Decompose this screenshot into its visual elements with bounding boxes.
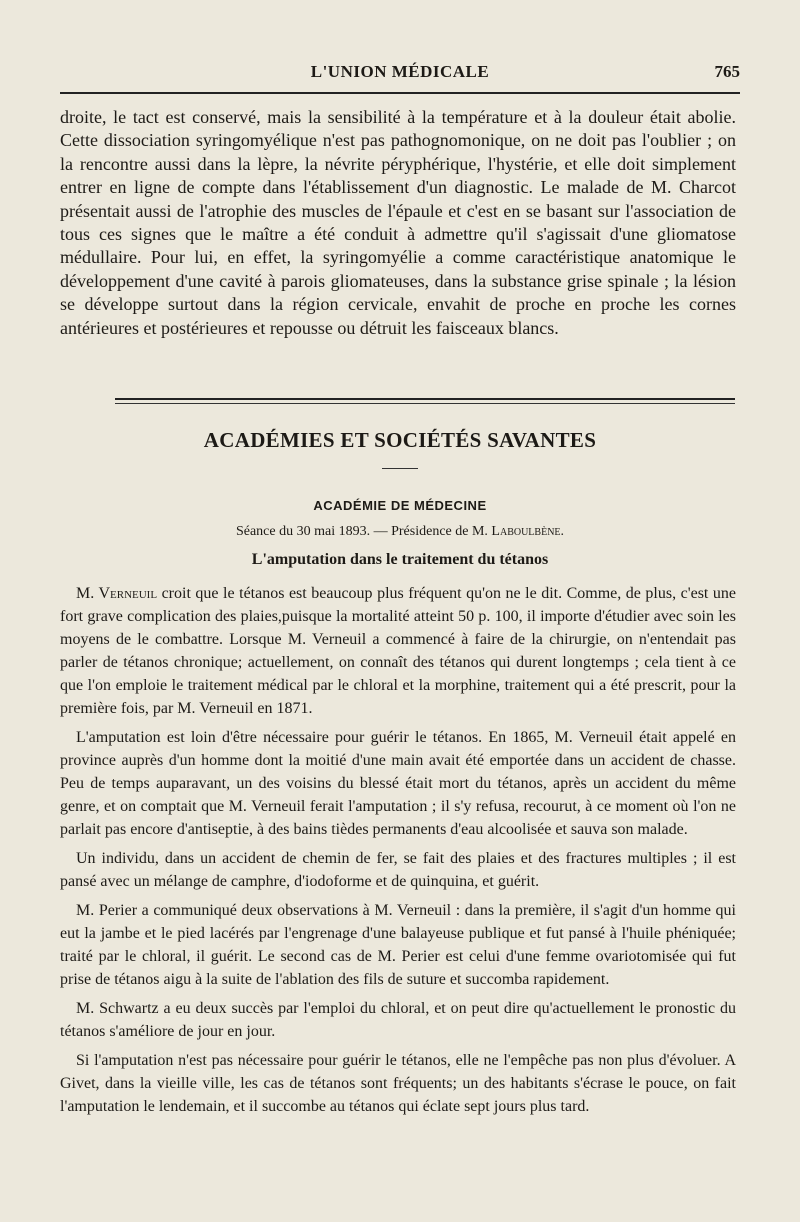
title-ornament-rule: [382, 468, 418, 469]
academy-heading: ACADÉMIE DE MÉDECINE: [313, 498, 487, 513]
intro-column: [60, 106, 736, 340]
session-line: [60, 524, 740, 540]
session-date: Séance du 30 mai 1893. — Présidence de M.: [235, 524, 492, 539]
article-title: L'amputation dans le traitement du tétanos: [251, 551, 549, 568]
running-title: L'UNION MÉDICALE: [310, 62, 490, 81]
page-number: 765: [714, 62, 740, 81]
section-divider-bottom: [115, 403, 735, 404]
session-president: Laboulbène.: [491, 524, 565, 539]
article-paragraph-3: Un individu, dans un accident de chemin de fer, se fait des plaies et des fractures multiples ; il est pansé avec un mélange de camphre, d'iodoforme et de quinquina, et guérit.: [60, 850, 736, 890]
header-rule: [60, 92, 740, 94]
page-header: [60, 62, 740, 86]
article-body: [60, 582, 736, 1118]
article-paragraph-5: M. Schwartz a eu deux succès par l'emploi du chloral, et on peut dire qu'actuellement le pronostic du tétanos s'améliore de jour en jour.: [60, 1000, 736, 1040]
article-paragraph-1: [60, 582, 736, 720]
section-title: ACADÉMIES ET SOCIÉTÉS SAVANTES: [203, 428, 597, 452]
article-paragraph-6: Si l'amputation n'est pas nécessaire pour guérir le tétanos, elle ne l'empêche pas non plus d'évoluer. A Givet, dans la vieille ville, les cas de tétanos sont fréquents; un des habitants s'écrase le pouce, on fait l'amputation le lendemain, et il succombe au tétanos qui éclate sept jours plus tard.: [60, 1052, 736, 1115]
intro-paragraph: droite, le tact est conservé, mais la sensibilité à la température et à la douleur était abolie. Cette dissociation syringomyélique n'est pas pathognomonique, on ne doit pas l'oublier ; on la rencontre aussi dans la lèpre, la névrite péryphérique, l'hystérie, et elle doit simplement entrer en ligne de compte dans l'établissement d'un diagnostic. Le malade de M. Charcot présentait aussi de l'atrophie des muscles de l'épaule et c'est en se basant sur l'association de tous ces signes que le maître a été conduit à admettre qu'il s'agissait d'une gliomatose médullaire. Pour lui, en effet, la syringomyélie a comme caractéristique anatomique le développement d'une cavité à parois gliomateuses, dans la substance grise spinale ; la lésion se développe surtout dans la région cervicale, envahit de proche en proche les cornes antérieures et postérieures et repousse ou détruit les faisceaux blancs.: [60, 107, 736, 338]
article-paragraph-2: L'amputation est loin d'être nécessaire pour guérir le tétanos. En 1865, M. Verneuil était appelé en province auprès d'un homme dont la moitié d'une main avait été emportée dans un accident de chasse. Peu de temps auparavant, un des voisins du blessé était mort du tétanos, après un accident du même genre, et on comptait que M. Verneuil ferait l'amputation ; il s'y refusa, recourut, à ce moment où l'on ne parlait pas encore d'antiseptie, à des bains tièdes permanents d'eau alcoolisée et sauva son malade.: [60, 729, 736, 838]
paragraph-1-text: croit que le tétanos est beaucoup plus fréquent qu'on ne le dit. Comme, de plus, c'est une fort grave complication des plaies,puisque la mortalité atteint 50 p. 100, il importe d'étudier avec soin les moyens de le combattre. Lorsque M. Verneuil a commencé à faire de la chirurgie, on n'entendait pas parler de tétanos chronique; actuellement, on connaît des tétanos qui durent longtemps ; cela tient à ce que l'on emploie le traitement médical par le chloral et la morphine, traitement qui a été prescrit, pour la première fois, par M. Verneuil en 1871.: [60, 585, 736, 717]
speaker-name: M. Verneuil: [76, 585, 158, 602]
article-paragraph-4: M. Perier a communiqué deux observations à M. Verneuil : dans la première, il s'agit d'un homme qui eut la jambe et le pied lacérés par l'engrenage d'une balayeuse publique et fut pansé à l'huile phéniquée; traité par le chloral, il guérit. Le second cas de M. Perier est celui d'une femme ovariotomisée qui fut prise de tétanos aigu à la suite de l'ablation des fils de suture et succomba rapidement.: [60, 902, 736, 988]
section-divider-top: [115, 398, 735, 400]
